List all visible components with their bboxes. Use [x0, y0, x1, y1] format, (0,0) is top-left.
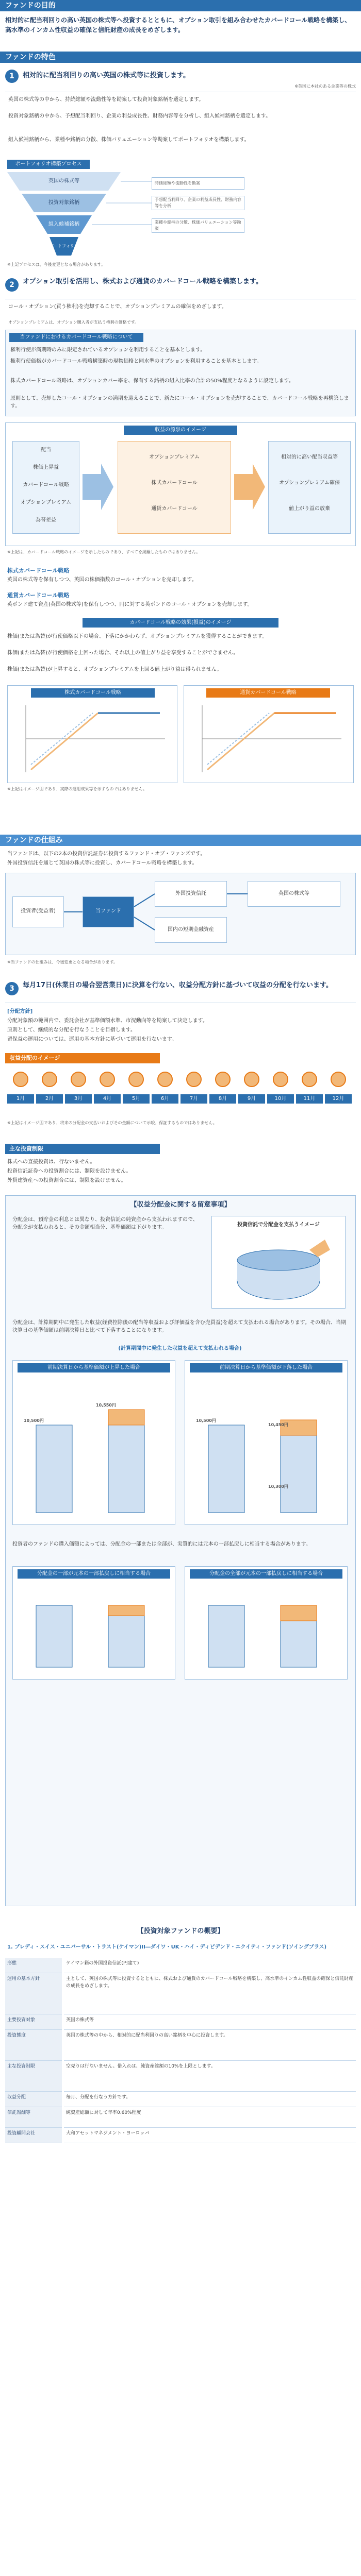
outline-row-value: ケイマン籍の外国投資信託(円建て)	[64, 1958, 356, 1973]
income-right-item: 相対的に高い配当収益等	[281, 454, 338, 460]
feature-1-note: ※英国に本社のある企業等の株式	[294, 84, 356, 89]
income-item: オプションプレミアム	[21, 500, 71, 505]
dist-policy-item: 原則として、継続的な分配を行なうことを目指します。	[7, 1027, 136, 1033]
feature-1-title: 相対的に配当利回りの高い英国の株式等に投資します。	[23, 72, 190, 79]
dist-month	[36, 1069, 63, 1113]
dist-image-title: 収益分配のイメージ	[5, 1053, 160, 1063]
funnel-note: 時価総額や流動性を勘案	[155, 181, 200, 185]
outline-row-key: 主な投資制限	[5, 2061, 62, 2092]
income-source-title: 収益の源泉のイメージ	[124, 426, 237, 435]
income-right-item: オプションプレミアム確保	[279, 480, 340, 486]
scenario-value: 10,450円	[268, 1422, 288, 1427]
funnel-label: 組入候補銘柄	[48, 222, 79, 227]
dist-policy-item: 留保益の運用については、運用の基本方針に基づいて運用を行ないます。	[7, 1037, 177, 1042]
dist-month-label: 8月	[209, 1094, 236, 1104]
feature-1-bullet: 組入候補銘柄から、業種や銘柄の分散、株価バリュエーション等勘案してポートフォリオを構築します。	[8, 137, 250, 143]
principal-chart-full	[193, 1585, 342, 1672]
scenario-title: 前期決算日から基準価額が下落した場合	[190, 1363, 342, 1372]
feature-1-bullet: 投資対象銘柄の中から、予想配当利回り、企業の利益成長性、財務内容等を分析し、組入候補銘柄を選定します。	[8, 113, 271, 119]
feature-2-note: オプションプレミアムは、オプション購入者が支払う権利の価格です。	[8, 320, 139, 325]
dist-coin-icon	[186, 1072, 202, 1087]
scheme-text: 当ファンドは、以下の2本の投資信託証券に投資するファンド・オブ・ファンズです。	[7, 851, 206, 857]
scenario-value: 10,500円	[24, 1418, 44, 1423]
dist-month-label: 1月	[7, 1094, 34, 1104]
outline-row-value: 純資産総額に対して年率0.60%程度	[64, 2107, 356, 2128]
scheme-node: 投資者(受益者)	[12, 896, 64, 927]
dist-month	[267, 1069, 294, 1113]
dist-month-label: 5月	[123, 1094, 150, 1104]
dist-month-label: 11月	[296, 1094, 323, 1104]
dist-coin-icon	[128, 1072, 144, 1087]
scheme-node: 外国投資信託	[155, 881, 227, 907]
outline-row-value: 空売りは行ないません。借入れは、純資産総額の10%を上限とします。	[64, 2061, 356, 2092]
dist-coin-icon	[215, 1072, 231, 1087]
outline-row-value: 大和アセットマネジメント・ヨーロッパ	[64, 2128, 356, 2143]
payoff-title: カバードコール戦略の効果(損益)のイメージ	[83, 618, 278, 628]
income-item: 為替差益	[36, 517, 56, 523]
dist-month-label: 7月	[180, 1094, 207, 1104]
covered-call-item: 株式カバードコール戦略は、オプションカバー率を、保有する銘柄の組入比率の合計の50%程度となるように設定します。	[10, 378, 294, 384]
dist-policy-item: 分配対象額の範囲内で、委託会社が基準価額水準、市況動向等を勘案して決定します。	[7, 1018, 208, 1024]
income-right-item: 値上がり益の放棄	[289, 506, 330, 512]
payoff-bullet: 株価(または為替)が行使価格を上回った場合、それ以上の値上がり益を享受することができません。	[7, 650, 239, 656]
funnel-note: 予想配当利回り、企業の利益成長性、財務内容等を分析	[155, 197, 241, 208]
dist-month-label: 12月	[325, 1094, 352, 1104]
covered-call-item: 権利行使価格がカバードコール戦略構築時の現物価格と同水準のオプションを利用することを基本とします。	[10, 359, 262, 364]
income-item: 配当	[41, 447, 51, 453]
fx-payoff-chart	[192, 703, 347, 775]
limit-item: 外貨建資産への投資割合には、制限を設けません。	[7, 1178, 126, 1183]
covered-call-item: 権利行使が満期時のみに限定されているオプションを利用することを基本とします。	[10, 347, 206, 353]
dist-coin-icon	[244, 1072, 259, 1087]
fx-strategy-title: 通貨カバードコール戦略	[7, 592, 70, 599]
scheme-caption: ※当ファンドの仕組みは、今後変更となる場合があります。	[7, 960, 118, 964]
dist-month	[123, 1069, 150, 1113]
outline-fund-1: 1. ブレディ・スイス・ユニバーサル・トラスト(ケイマン)II―ダイワ・UK・ハイ・ディビデンド・エクイティ・ファンド(ソイングプラス)	[7, 1944, 327, 1950]
outline-row-key: 主要投資対象	[5, 2014, 62, 2030]
stock-payoff-title: 株式カバードコール戦略	[31, 688, 155, 698]
stock-strategy-title: 株式カバードコール戦略	[7, 567, 70, 574]
dist-notes-title: 【収益分配金に関する留意事項】	[130, 1201, 231, 1209]
stock-strategy-text: 英国の株式等を保有しつつ、英国の株価指数のコール・オプションを売却します。	[7, 577, 197, 583]
stock-payoff-chart	[15, 703, 170, 775]
payoff-note: ※上記はイメージ図であり、実際の運用成果等を示すものではありません。	[7, 787, 147, 791]
scheme-text: 外国投資信託を通じて英国の株式等に投資し、カバードコール戦略を構築します。	[7, 860, 198, 866]
principal-title: 分配金の全部が元本の一部払戻しに相当する場合	[190, 1569, 342, 1579]
fx-payoff-title: 通貨カバードコール戦略	[206, 688, 330, 698]
arrow-right-icon	[83, 464, 113, 510]
limit-item: 株式への直接投資は、行ないません。	[7, 1159, 95, 1165]
dist-month	[94, 1069, 121, 1113]
limit-item: 投資信託証券への投資割合には、制限を設けません。	[7, 1168, 132, 1174]
scenario-chart-up	[21, 1379, 170, 1518]
dist-month	[65, 1069, 92, 1113]
dist-month-label: 6月	[152, 1094, 178, 1104]
outline-row-value: 英国の株式等	[64, 2014, 356, 2030]
feature-3-title: 毎月17日(休業日の場合翌営業日)に決算を行ない、収益分配方針に基づいて収益の分配を行ないます。	[23, 981, 333, 989]
scenario-value: 10,500円	[196, 1418, 216, 1423]
outline-row-key: 信託報酬等	[5, 2107, 62, 2128]
dist-policy-label: [分配方針]	[7, 1009, 33, 1014]
purpose-text: 相対的に配当利回りの高い英国の株式等へ投資するとともに、オプション取引を組み合わせたカバードコール戦略を構築し、高水準のインカム性収益の確保と信託財産の成長をめざします。	[5, 16, 351, 33]
dist-notes-text: 分配金は、計算期間中に発生した収益(経費控除後の配当等収益および評価益を含む売買益)を超えて支払われる場合があります。その場合、当期決算日の基準価額は前期決算日と比べて下落することになります。	[12, 1320, 347, 1333]
scenario-heading: (計算期間中に発生した収益を超えて支払われる場合)	[118, 1346, 242, 1351]
dist-month	[180, 1069, 207, 1113]
dist-coin-icon	[71, 1072, 86, 1087]
covered-call-box-title: 当ファンドにおけるカバードコール戦略について	[9, 333, 143, 342]
dist-coin-icon	[100, 1072, 115, 1087]
outline-row-key: 収益分配	[5, 2092, 62, 2107]
dist-coin-icon	[42, 1072, 57, 1087]
principal-title: 分配金の一部が元本の一部払戻しに相当する場合	[18, 1569, 170, 1579]
covered-call-item: 原則として、売却したコール・オプションの満期を迎えることで、新たにコール・オプションを売却することで、カバードコール戦略を再構築します。	[10, 396, 349, 409]
feature-1-number: 1	[5, 70, 19, 83]
outline-row-value: 主として、英国の株式等に投資するとともに、株式および通貨のカバードコール戦略を構築し、高水準のインカム性収益の確保と信託財産の成長をめざします。	[64, 1973, 356, 2014]
dist-pot-icon	[227, 1234, 330, 1301]
dist-notes-text: 投資者のファンドの購入価額によっては、分配金の一部または全部が、実質的には元本の一部払戻しに相当する場合があります。	[12, 1541, 311, 1547]
dist-month-label: 9月	[238, 1094, 265, 1104]
dist-month	[296, 1069, 323, 1113]
income-mid-item: オプションプレミアム	[149, 454, 200, 460]
feature-3-number: 3	[5, 982, 19, 995]
scenario-value: 10,550円	[96, 1403, 116, 1408]
income-mid-item: 通貨カバードコール	[151, 506, 198, 512]
dist-coin-icon	[331, 1072, 346, 1087]
payoff-bullet: 株価(または為替)が上昇すると、オプションプレミアムを上回る値上がり益は得られません。	[7, 667, 222, 672]
scheme-header: ファンドの仕組み	[0, 835, 361, 846]
income-mid-item: 株式カバードコール	[151, 480, 198, 486]
outline-row-key: 投資顧問会社	[5, 2128, 62, 2143]
dist-month	[325, 1069, 352, 1113]
dist-calendar	[7, 1069, 356, 1115]
scheme-arrows	[5, 876, 356, 953]
dist-month-label: 2月	[36, 1094, 63, 1104]
income-item: カバードコール戦略	[23, 482, 69, 488]
dist-month-label: 3月	[65, 1094, 92, 1104]
outline-row-key: 運用の基本方針	[5, 1973, 62, 2014]
feature-2-title: オプション取引を活用し、株式および通貨のカバードコール戦略を構築します。	[23, 278, 263, 285]
features-header: ファンドの特色	[0, 52, 361, 63]
income-source-note: ※上記は、カバードコール戦略のイメージを示したものであり、すべてを網羅したものではありません。	[7, 550, 201, 554]
outline-row-key: 形態	[5, 1958, 62, 1973]
dist-month	[152, 1069, 178, 1113]
dist-coin-icon	[157, 1072, 173, 1087]
payoff-bullet: 株価(または為替)が行使価格以下の場合、下落にかかわらず、オプションプレミアムを獲得することができます。	[7, 634, 268, 639]
dist-month	[7, 1069, 34, 1113]
process-label: ポートフォリオ構築プロセス	[7, 160, 90, 169]
dist-coin-icon	[13, 1072, 28, 1087]
scenario-value: 10,300円	[268, 1484, 288, 1489]
income-item: 株価上昇益	[33, 465, 59, 470]
dist-image-box-title: 投資信託で分配金を支払うイメージ	[237, 1222, 320, 1228]
funnel-label: 投資対象銘柄	[48, 200, 79, 206]
dist-note: ※上記はイメージ図であり、将来の分配金の支払いおよびその金額について示唆、保証するものではありません。	[7, 1121, 217, 1125]
feature-1-bullet: 英国の株式等の中から、持続総額や流動性等を勘案して投資対象銘柄を選定します。	[8, 97, 204, 103]
outline-title: 【投資対象ファンドの概要】	[137, 1927, 224, 1935]
dist-month-label: 4月	[94, 1094, 121, 1104]
arrow-right-icon	[234, 464, 265, 510]
limits-title: 主な投資制限	[5, 1144, 160, 1154]
dist-month-label: 10月	[267, 1094, 294, 1104]
scheme-node: 当ファンド	[83, 896, 134, 927]
scheme-node: 国内の短期金融資産	[155, 917, 227, 943]
dist-month	[209, 1069, 236, 1113]
fx-strategy-text: 英ポンド建て資産(英国の株式等)を保有しつつ、円に対する英ポンドのコール・オプションを売却します。	[7, 602, 253, 607]
funnel-caption: ※上記プロセスは、今後変更となる場合があります。	[7, 262, 106, 267]
outline-row-value: 毎月、分配を行なう方針です。	[64, 2092, 356, 2107]
dist-notes-text: 分配金は、預貯金の利息とは異なり、投資信託の純資産から支払われますので、分配金が支払われると、その金額相当分、基準価額は下がります。	[12, 1217, 198, 1230]
principal-chart-partial	[21, 1585, 170, 1672]
purpose-header: ファンドの目的	[0, 0, 361, 11]
feature-2-number: 2	[5, 278, 19, 292]
dist-coin-icon	[302, 1072, 317, 1087]
funnel-label: 英国の株式等	[48, 178, 79, 184]
feature-2-bullet: コール・オプション(買う権利)を売却することで、オプションプレミアムの確保をめざします。	[8, 304, 227, 310]
scheme-node: 英国の株式等	[248, 881, 340, 907]
funnel-label: ポートフォリオ	[50, 244, 78, 248]
scenario-chart-down	[193, 1379, 342, 1518]
dist-coin-icon	[273, 1072, 288, 1087]
outline-row-key: 投資態度	[5, 2030, 62, 2061]
outline-row-value: 英国の株式等の中から、相対的に配当利回りの高い銘柄を中心に投資します。	[64, 2030, 356, 2061]
funnel-note: 業種や銘柄の分散、株価バリュエーション等勘案	[155, 220, 241, 231]
dist-month	[238, 1069, 265, 1113]
scenario-title: 前期決算日から基準価額が上昇した場合	[18, 1363, 170, 1372]
